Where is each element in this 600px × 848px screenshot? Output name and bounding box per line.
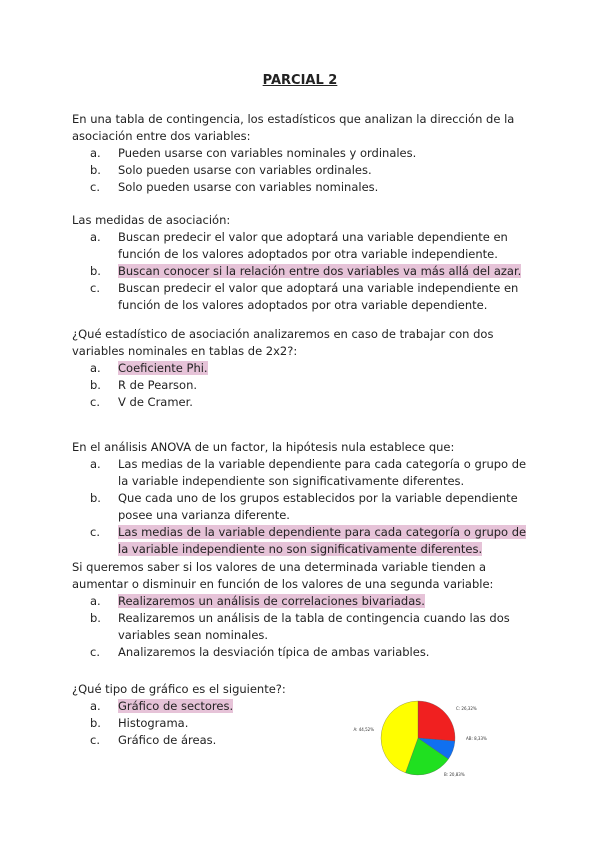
option-a xyxy=(72,360,528,377)
option-text-content: Que cada uno de los grupos establecidos por la variable dependiente posee una varianza diferente. xyxy=(118,491,518,522)
option-text-content: Coeficiente Phi. xyxy=(118,361,208,375)
question-stem: Las medidas de asociación: xyxy=(72,213,231,227)
option-text-content: Gráfico de sectores. xyxy=(118,699,234,713)
option-text-content: Solo pueden usarse con variables nominales. xyxy=(118,180,379,194)
pie-label-1: AB: 8,33% xyxy=(466,736,487,741)
option-letter: a. xyxy=(90,361,101,375)
option-letter: a. xyxy=(90,230,101,244)
question-stem: Si queremos saber si los valores de una determinada variable tienden a aumentar o disminuir en función de los valores de una segunda variable: xyxy=(72,560,494,591)
option-c xyxy=(72,644,528,661)
option-text xyxy=(118,162,528,179)
option-list xyxy=(72,593,528,661)
option-letter: c. xyxy=(90,281,100,295)
option-text xyxy=(118,456,528,490)
option-text-content: Las medias de la variable dependiente para cada categoría o grupo de la variable independiente no son significativamente diferentes. xyxy=(118,525,527,556)
option-text-content: R de Pearson. xyxy=(118,378,198,392)
option-a xyxy=(72,145,528,162)
question-3 xyxy=(72,326,528,411)
option-letter: b. xyxy=(90,611,101,625)
question-4 xyxy=(72,439,528,558)
option-text-content: Histograma. xyxy=(118,716,189,730)
pie-label-0: C: 26,32% xyxy=(456,706,477,711)
option-text-content: Buscan conocer si la relación entre dos variables va más allá del azar. xyxy=(118,264,522,278)
option-letter: a. xyxy=(90,699,101,713)
option-a xyxy=(72,229,528,263)
option-letter: b. xyxy=(90,378,101,392)
option-list xyxy=(72,456,528,558)
option-letter: b. xyxy=(90,264,101,278)
option-letter: a. xyxy=(90,457,101,471)
option-text-content: Las medias de la variable dependiente para cada categoría o grupo de la variable independiente son significativamente diferentes. xyxy=(118,457,527,488)
option-list xyxy=(72,145,528,196)
option-text-content: Buscan predecir el valor que adoptará una variable dependiente en función de los valores adoptados por otra variable independiente. xyxy=(118,230,508,261)
option-letter: b. xyxy=(90,716,101,730)
option-text xyxy=(118,490,528,524)
option-c xyxy=(72,394,528,411)
option-text xyxy=(118,263,528,280)
option-text-content: Solo pueden usarse con variables ordinales. xyxy=(118,163,372,177)
option-c xyxy=(72,280,528,314)
option-b xyxy=(72,263,528,280)
option-letter: a. xyxy=(90,594,101,608)
pie-slice-0 xyxy=(418,701,455,741)
option-c xyxy=(72,179,528,196)
option-text-content: Pueden usarse con variables nominales y ordinales. xyxy=(118,146,417,160)
option-letter: c. xyxy=(90,525,100,539)
option-text-content: Realizaremos un análisis de correlaciones bivariadas. xyxy=(118,594,425,608)
option-text xyxy=(118,524,528,558)
pie-chart xyxy=(353,696,487,780)
option-b xyxy=(72,162,528,179)
pie-label-3: A: 44,52% xyxy=(353,727,374,732)
question-1 xyxy=(72,111,528,196)
option-list xyxy=(72,229,528,314)
pie-label-2: B: 20,83% xyxy=(444,772,465,777)
option-a xyxy=(72,456,528,490)
option-letter: a. xyxy=(90,146,101,160)
option-list xyxy=(72,360,528,411)
option-letter: c. xyxy=(90,395,100,409)
option-text xyxy=(118,394,528,411)
option-text xyxy=(118,593,528,610)
option-b xyxy=(72,377,528,394)
option-letter: c. xyxy=(90,645,100,659)
question-stem: En una tabla de contingencia, los estadísticos que analizan la dirección de la asociación entre dos variables: xyxy=(72,112,515,143)
option-text-content: Analizaremos la desviación típica de ambas variables. xyxy=(118,645,430,659)
option-text xyxy=(118,229,528,263)
option-b xyxy=(72,490,528,524)
question-stem: En el análisis ANOVA de un factor, la hipótesis nula establece que: xyxy=(72,440,455,454)
option-c xyxy=(72,524,528,558)
option-letter: c. xyxy=(90,180,100,194)
option-text-content: Buscan predecir el valor que adoptará una variable independiente en función de los valores adoptados por otra variable dependiente. xyxy=(118,281,519,312)
option-text xyxy=(118,145,528,162)
option-text xyxy=(118,280,528,314)
question-5 xyxy=(72,559,528,661)
question-stem: ¿Qué tipo de gráfico es el siguiente?: xyxy=(72,682,286,696)
option-text xyxy=(118,644,528,661)
option-text-content: Gráfico de áreas. xyxy=(118,733,217,747)
option-text xyxy=(118,377,528,394)
question-2 xyxy=(72,212,528,314)
option-text-content: Realizaremos un análisis de la tabla de contingencia cuando las dos variables sean nominales. xyxy=(118,611,510,642)
option-a xyxy=(72,593,528,610)
page-title: PARCIAL 2 xyxy=(262,73,338,88)
question-stem: ¿Qué estadístico de asociación analizaremos en caso de trabajar con dos variables nominales en tablas de 2x2?: xyxy=(72,327,494,358)
option-text xyxy=(118,179,528,196)
option-text xyxy=(118,610,528,644)
option-letter: c. xyxy=(90,733,100,747)
option-letter: b. xyxy=(90,163,101,177)
option-text xyxy=(118,360,528,377)
option-b xyxy=(72,610,528,644)
option-text-content: V de Cramer. xyxy=(118,395,193,409)
option-letter: b. xyxy=(90,491,101,505)
